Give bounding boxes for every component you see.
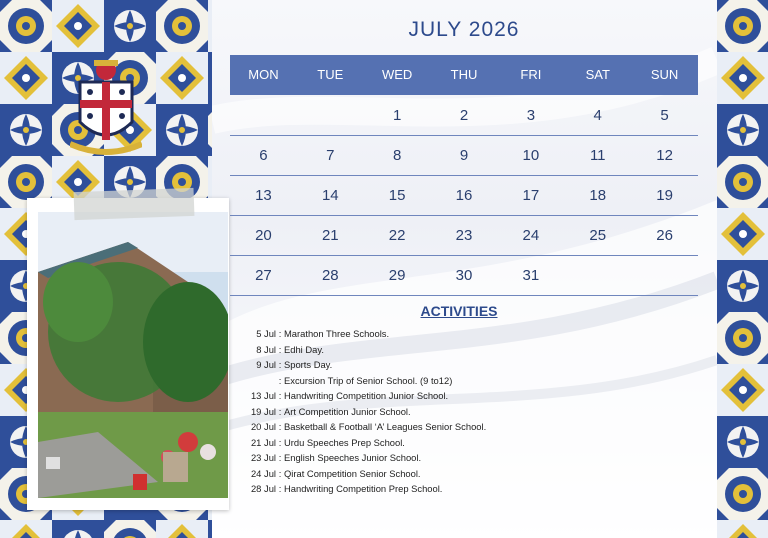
activity-text: Basketball & Football ‘A’ Leagues Senior School.: [284, 421, 487, 432]
calendar-day-cell: 4: [593, 107, 602, 124]
decorative-tile-icon: [717, 0, 768, 52]
activity-text: Handwriting Competition Junior School.: [284, 390, 449, 401]
decorative-tile-icon: [717, 208, 768, 260]
decorative-tile-icon: [717, 520, 768, 538]
activity-separator: :: [278, 436, 282, 448]
calendar-day-cell: 24: [522, 227, 540, 244]
calendar-day-cell: 11: [589, 147, 606, 164]
calendar-day-cell: 5: [660, 107, 669, 124]
decorative-tile-icon: [156, 0, 208, 52]
calendar-day-cell: [631, 256, 698, 295]
activity-separator: :: [278, 467, 282, 479]
activity-text: Sports Day.: [284, 359, 333, 370]
calendar-day-cell: 3: [526, 107, 536, 124]
activity-text: Qirat Competition Senior School.: [284, 467, 421, 479]
school-crest-logo: [70, 52, 142, 162]
decorative-tile-icon: [156, 52, 208, 104]
activity-text: English Speeches Junior School.: [284, 452, 422, 463]
calendar-day-cell: 12: [656, 147, 673, 164]
calendar-day-cell: 1: [392, 107, 402, 124]
decorative-tile-icon: [0, 52, 52, 104]
activity-separator: :: [278, 374, 282, 386]
calendar-title: JULY 2026: [408, 18, 520, 41]
weekday-header: [230, 55, 698, 95]
activity-text: Excursion Trip of Senior School. (9 to12): [284, 374, 453, 386]
decorative-tile-icon: [0, 104, 52, 156]
activity-item: [232, 375, 452, 390]
calendar-day-cell: 23: [455, 227, 473, 244]
school-building-photo: [38, 212, 228, 498]
activity-item: [232, 390, 448, 405]
weekday-label: FRI: [520, 67, 542, 82]
right-tile-border: [717, 0, 768, 538]
calendar-week-row: [230, 256, 698, 296]
weekday-label: THU: [450, 67, 478, 82]
activity-separator: :: [278, 405, 282, 417]
activity-date: 9 Jul: [256, 359, 276, 370]
decorative-tile-icon: [0, 520, 52, 538]
weekday-label: MON: [248, 67, 279, 82]
calendar-day-cell: [230, 96, 297, 135]
activities-title: ACTIVITIES: [420, 303, 498, 319]
activity-item: [232, 468, 421, 483]
activity-text: Marathon Three Schools.: [284, 328, 390, 339]
activity-separator: :: [278, 483, 282, 494]
decorative-tile-icon: [52, 520, 104, 538]
calendar-day-cell: 15: [388, 187, 406, 204]
weekday-label: SAT: [585, 67, 610, 82]
activity-item: [232, 344, 324, 359]
calendar-day-cell: [297, 96, 364, 135]
calendar-day-cell: 2: [459, 107, 469, 124]
calendar-week-row: [230, 176, 698, 216]
calendar-day-cell: 18: [589, 187, 607, 204]
activity-date: 24 Jul: [250, 467, 276, 479]
decorative-tile-icon: [0, 0, 52, 52]
calendar-day-cell: 20: [255, 227, 272, 244]
activity-item: [232, 328, 389, 343]
activity-text: Handwriting Competition Prep School.: [284, 483, 443, 494]
activity-text: Edhi Day.: [284, 343, 324, 355]
activity-item: [232, 437, 405, 452]
activity-separator: :: [278, 452, 282, 463]
tape-strip: [74, 188, 195, 220]
weekday-label: SUN: [650, 67, 679, 82]
calendar-day-cell: 30: [455, 267, 473, 284]
calendar-day-cell: 27: [255, 267, 272, 284]
activity-item: [232, 421, 486, 436]
calendar-day-cell: 26: [656, 227, 673, 244]
activity-date: 23 Jul: [250, 452, 276, 463]
decorative-tile-icon: [717, 364, 768, 416]
activity-item: [232, 359, 332, 374]
activity-separator: :: [278, 359, 282, 370]
decorative-tile-icon: [717, 52, 768, 104]
decorative-tile-icon: [156, 520, 208, 538]
decorative-tile-icon: [717, 312, 768, 364]
weekday-label: TUE: [317, 67, 344, 82]
activity-item: [232, 483, 442, 498]
calendar-day-cell: 10: [522, 147, 540, 164]
decorative-tile-icon: [717, 104, 768, 156]
activity-date: 21 Jul: [250, 436, 276, 448]
activity-date: 13 Jul: [250, 390, 276, 401]
activity-separator: :: [278, 421, 282, 432]
activity-item: [232, 406, 411, 421]
calendar-week-row: [230, 136, 698, 176]
calendar-day-cell: 29: [388, 267, 406, 284]
calendar-day-cell: 28: [321, 267, 339, 284]
decorative-tile-icon: [717, 468, 768, 520]
calendar-day-cell: 16: [455, 187, 473, 204]
calendar-day-cell: 7: [326, 147, 335, 164]
activity-date: 28 Jul: [250, 483, 276, 494]
calendar-day-cell: 21: [321, 227, 339, 244]
calendar-day-cell: 19: [656, 187, 673, 204]
calendar-day-cell: [564, 256, 631, 295]
decorative-tile-icon: [717, 156, 768, 208]
decorative-tile-icon: [717, 260, 768, 312]
calendar-day-cell: 9: [459, 147, 469, 164]
activity-date: [232, 375, 276, 390]
calendar-day-cell: 22: [388, 227, 406, 244]
activity-date: 5 Jul: [256, 328, 276, 339]
decorative-tile-icon: [104, 520, 156, 538]
decorative-tile-icon: [104, 0, 156, 52]
activity-separator: :: [278, 328, 282, 339]
calendar-day-cell: 17: [522, 187, 540, 204]
calendar-week-row: [230, 216, 698, 256]
calendar-day-cell: 14: [321, 187, 339, 204]
activity-date: 20 Jul: [250, 421, 276, 432]
decorative-tile-icon: [52, 0, 104, 52]
calendar-week-row: [230, 96, 698, 136]
weekday-label: WED: [381, 67, 413, 82]
activity-separator: :: [278, 343, 282, 355]
activity-date: 19 Jul: [250, 405, 276, 417]
calendar-day-cell: 25: [589, 227, 607, 244]
calendar-day-cell: 13: [255, 187, 272, 204]
activity-text: Art Competition Junior School.: [284, 405, 411, 417]
decorative-tile-icon: [156, 104, 208, 156]
activity-text: Urdu Speeches Prep School.: [284, 436, 405, 448]
calendar-day-cell: 31: [522, 267, 540, 284]
calendar-day-cell: 8: [392, 147, 402, 164]
activity-separator: :: [278, 390, 282, 401]
calendar-day-cell: 6: [259, 147, 268, 164]
decorative-tile-icon: [717, 416, 768, 468]
activity-date: 8 Jul: [256, 343, 276, 355]
activity-item: [232, 452, 421, 467]
